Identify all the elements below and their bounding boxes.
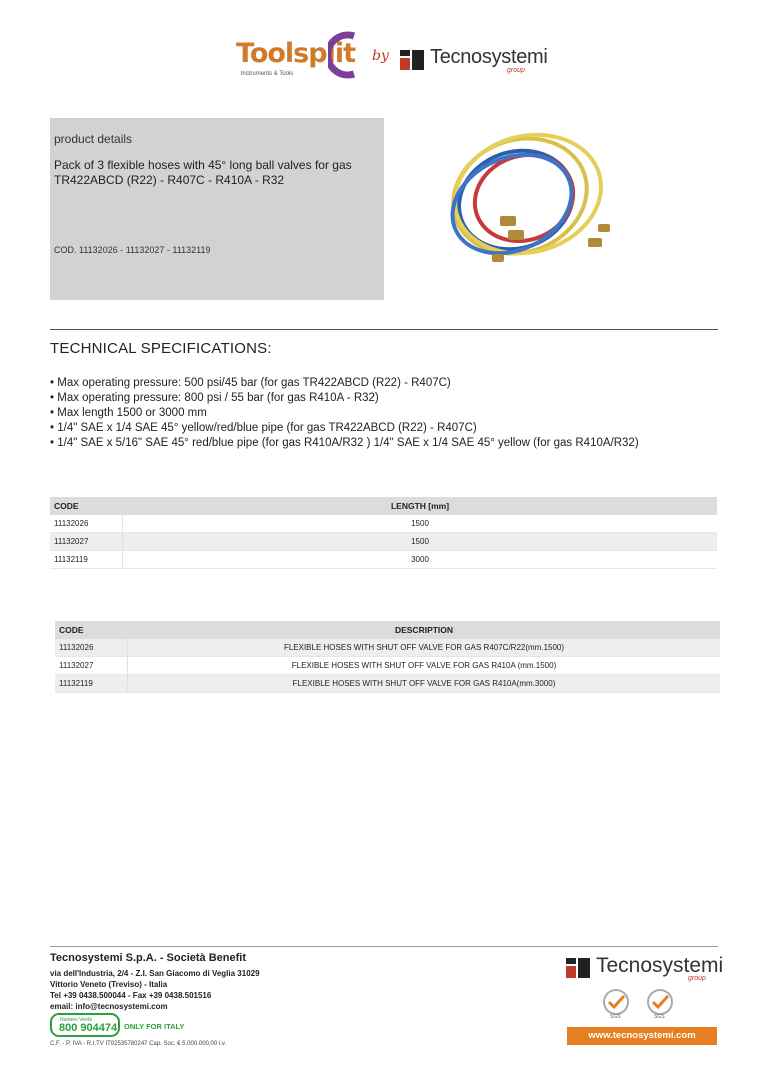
spec-item: • Max length 1500 or 3000 mm [50, 406, 639, 421]
company-name: Tecnosystemi S.p.A. - Società Benefit [50, 952, 247, 964]
by-text: by [372, 48, 389, 64]
numero-verde-badge [50, 1013, 190, 1037]
table-row [50, 551, 717, 569]
cell-code: 11132119 [50, 551, 123, 569]
product-details-label: product details [54, 132, 133, 146]
tecnosystemi-logo [400, 44, 548, 76]
cell-description: FLEXIBLE HOSES WITH SHUT OFF VALVE FOR GAS R410A(mm.3000) [128, 675, 721, 693]
phone-line: Tel +39 0438.500044 - Fax +39 0438.501516 [50, 991, 212, 1000]
table-header-row [50, 497, 717, 515]
cell-code: 11132027 [50, 533, 123, 551]
cell-code: 11132026 [50, 515, 123, 533]
hoses-product-image [438, 128, 632, 276]
sgs-label: SGS [654, 1014, 665, 1020]
cell-code: 11132027 [55, 657, 128, 675]
column-header-description: DESCRIPTION [128, 621, 721, 639]
address-line: via dell'Industria, 2/4 - Z.I. San Giacomo di Veglia 31029 [50, 969, 260, 978]
section-divider [50, 329, 718, 330]
table-row [50, 533, 717, 551]
website-link[interactable]: www.tecnosystemi.com [567, 1027, 717, 1045]
sgs-label: SGS [610, 1014, 621, 1020]
product-details-box [50, 118, 384, 300]
cell-code: 11132026 [55, 639, 128, 657]
table-row [50, 515, 717, 533]
cell-length: 3000 [123, 551, 718, 569]
footer-tecnosystemi-wordmark: Tecnosystemi [596, 954, 724, 977]
column-header-code: CODE [55, 621, 128, 639]
product-title: Pack of 3 flexible hoses with 45° long ball valves for gas TR422ABCD (R22) - R407C - R410A - R32 [54, 158, 352, 187]
table-row [55, 675, 720, 693]
address-line: Vittorio Veneto (Treviso) - Italia [50, 980, 168, 989]
only-for-italy-note: ONLY FOR ITALY [124, 1022, 185, 1031]
numero-verde-label: Numero Verde [60, 1017, 93, 1023]
cell-description: FLEXIBLE HOSES WITH SHUT OFF VALVE FOR GAS R407C/R22(mm.1500) [128, 639, 721, 657]
table-row [55, 639, 720, 657]
company-address [50, 968, 260, 1012]
sgs-badge-icon [604, 990, 628, 1020]
tecnosystemi-mark-icon [400, 50, 424, 70]
cell-length: 1500 [123, 515, 718, 533]
cell-code: 11132119 [55, 675, 128, 693]
footer-tecnosystemi-logo [566, 954, 724, 984]
spec-item: • 1/4" SAE x 1/4 SAE 45° yellow/red/blue pipe (for gas TR422ABCD (R22) - R407C) [50, 421, 639, 436]
tecnosystemi-group-label: group [507, 67, 525, 74]
cell-length: 1500 [123, 533, 718, 551]
specs-list [50, 376, 639, 451]
sgs-badge-icon [648, 990, 672, 1020]
sgs-certification-icons [601, 988, 681, 1020]
toolsplit-logo [236, 30, 358, 86]
tecnosystemi-mark-icon [566, 958, 590, 978]
numero-verde-number: 800 904474 [59, 1022, 118, 1034]
length-table [50, 497, 717, 569]
table-header-row [55, 621, 720, 639]
email-link[interactable]: email: info@tecnosystemi.com [50, 1002, 168, 1011]
cell-description: FLEXIBLE HOSES WITH SHUT OFF VALVE FOR GAS R410A (mm.1500) [128, 657, 721, 675]
toolsplit-tagline: Instruments & Tools [240, 71, 294, 77]
toolsplit-wordmark: Toolsplit [236, 38, 355, 69]
spec-item: • 1/4" SAE x 5/16" SAE 45° red/blue pipe (for gas R410A/R32 ) 1/4" SAE x 1/4 SAE 45° yellow (for gas R410A/R32) [50, 436, 639, 451]
spec-item: • Max operating pressure: 800 psi / 55 bar (for gas R410A - R32) [50, 391, 639, 406]
product-code: COD. 11132026 - 11132027 - 11132119 [54, 245, 211, 255]
spec-item: • Max operating pressure: 500 psi/45 bar (for gas TR422ABCD (R22) - R407C) [50, 376, 639, 391]
footer-divider [50, 946, 718, 947]
toolsplit-c-icon [328, 30, 356, 80]
column-header-code: CODE [50, 497, 123, 515]
column-header-length: LENGTH [mm] [123, 497, 718, 515]
legal-info: C.F. - P. IVA - R.I.TV IT02535780247 Cap. Soc. € 5.000.000,00 i.v. [50, 1041, 227, 1047]
specs-title: TECHNICAL SPECIFICATIONS: [50, 340, 272, 357]
tecnosystemi-wordmark: Tecnosystemi [430, 46, 548, 68]
footer-group-label: group [688, 975, 706, 982]
table-row [55, 657, 720, 675]
description-table [55, 621, 720, 693]
